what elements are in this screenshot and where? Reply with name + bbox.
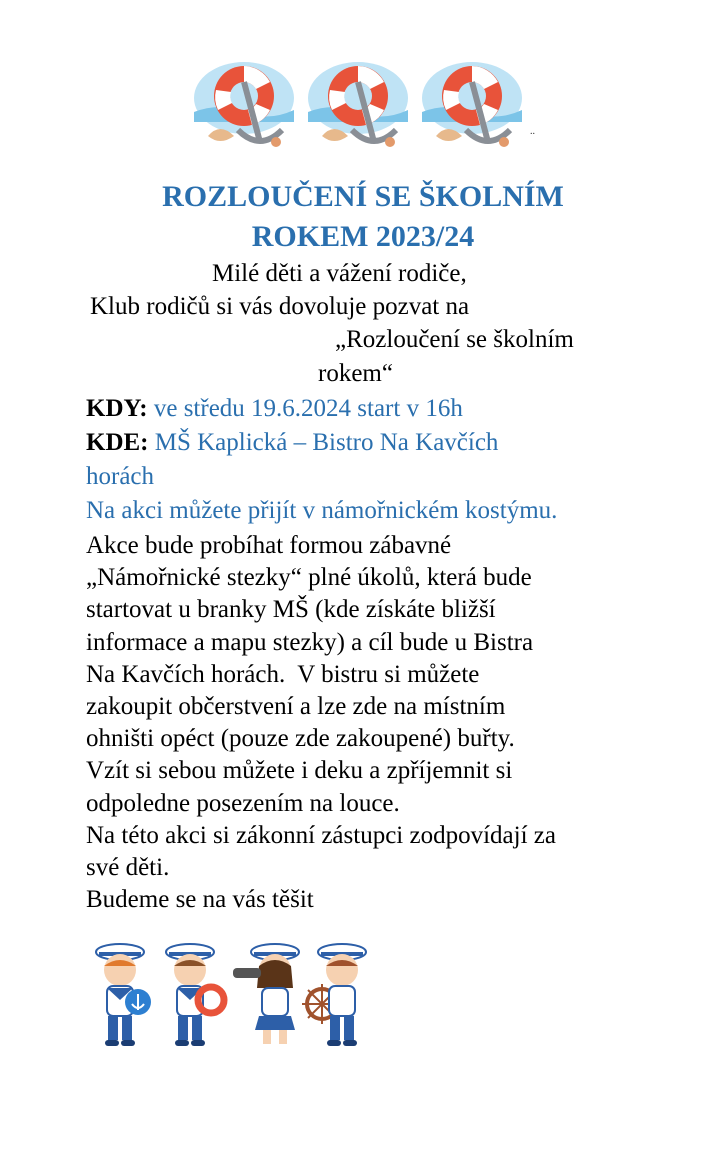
where-label: KDE: (86, 429, 149, 456)
sailor-kids-icon (85, 938, 375, 1056)
where-row (86, 427, 498, 459)
body-line: ohništi opéct (pouze zde zakoupené) buřty. (86, 725, 515, 753)
title-line-1: ROZLOUČENÍ SE ŠKOLNÍM (162, 180, 564, 213)
body-line: Akce bude probíhat formou zábavné (86, 532, 452, 559)
greeting-line-3: „Rozloučení se školním (335, 326, 574, 353)
event-description (86, 530, 646, 916)
body-line: Na Kavčích horách. V bistru si můžete (86, 660, 480, 688)
page-title (0, 177, 726, 257)
closing-line: Budeme se na vás těšit (86, 886, 314, 914)
lifebuoy-anchor-icon (190, 52, 298, 152)
greeting-line-1: Milé děti a vážení rodiče, (212, 260, 467, 287)
greeting-line-2: Klub rodičů si vás dovoluje pozvat na (90, 293, 470, 320)
body-line: „Námořnické stezky“ plné úkolů, která bude (86, 564, 532, 592)
header-decoration (190, 52, 550, 152)
lifebuoy-anchor-icon (418, 52, 526, 152)
body-line: odpoledne posezením na louce. (86, 789, 400, 817)
title-line-2: ROKEM 2023/24 (251, 220, 475, 253)
lifebuoy-anchor-icon (304, 52, 412, 152)
body-line: startovat u branky MŠ (kde získáte bližší (86, 596, 496, 624)
trailing-mark: .. (530, 126, 535, 137)
body-line: své děti. (86, 854, 170, 882)
where-value: MŠ Kaplická – Bistro Na Kavčích (154, 429, 499, 456)
costume-note: Na akci můžete přijít v námořnickém kostýmu. (86, 497, 558, 524)
body-line: Na této akci si zákonní zástupci zodpovídají za (86, 821, 556, 849)
when-label: KDY: (86, 395, 148, 422)
where-value-continued: horách (86, 463, 155, 490)
body-line: informace a mapu stezky) a cíl bude u Bistra (86, 628, 534, 656)
when-row (86, 393, 463, 425)
when-value: ve středu 19.6.2024 start v 16h (153, 395, 463, 422)
body-line: Vzít si sebou můžete i deku a zpříjemnit si (86, 757, 513, 785)
body-line: zakoupit občerstvení a lze zde na místním (86, 693, 506, 721)
greeting-line-4: rokem“ (318, 360, 393, 387)
